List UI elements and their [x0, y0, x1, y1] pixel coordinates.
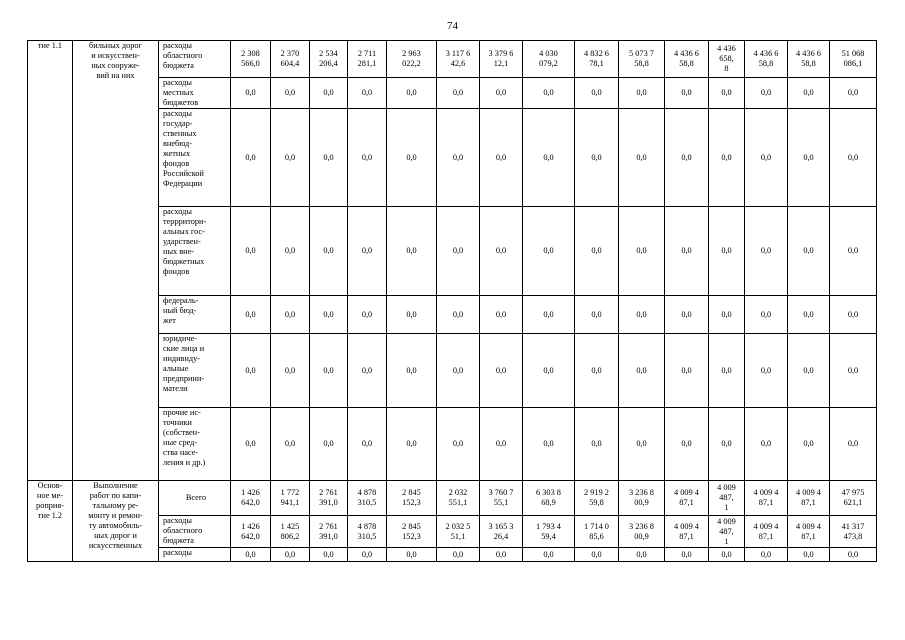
- value-cell: 0,0: [709, 408, 745, 481]
- value-cell: 1 714 0 85,6: [575, 516, 619, 548]
- value-cell: 51 068 086,1: [830, 41, 877, 78]
- value-cell: 3 165 3 26,4: [480, 516, 523, 548]
- value-cell: 0,0: [348, 408, 387, 481]
- value-cell: 0,0: [709, 109, 745, 207]
- value-cell: 0,0: [437, 408, 480, 481]
- value-cell: 0,0: [788, 109, 830, 207]
- value-cell: 0,0: [665, 207, 709, 296]
- value-cell: 0,0: [387, 548, 437, 562]
- value-cell: 47 975 621,1: [830, 481, 877, 516]
- value-cell: 0,0: [437, 548, 480, 562]
- value-cell: 0,0: [523, 334, 575, 408]
- value-cell: 0,0: [348, 548, 387, 562]
- table-row: [28, 481, 877, 516]
- funding-source-cell: прочие ис- точники (собствен- ные сред- ства насе- ления и др.): [159, 408, 231, 481]
- value-cell: 0,0: [788, 78, 830, 109]
- funding-source-cell: расходы местных бюджетов: [159, 78, 231, 109]
- funding-source-cell: расходы: [159, 548, 231, 562]
- value-cell: 4 832 6 78,1: [575, 41, 619, 78]
- value-cell: 0,0: [271, 334, 310, 408]
- funding-source-cell: расходы террритори- альных гос- ударствен- ных вне- бюджетных фондов: [159, 207, 231, 296]
- value-cell: 0,0: [575, 548, 619, 562]
- value-cell: 0,0: [788, 296, 830, 334]
- value-cell: 0,0: [709, 207, 745, 296]
- value-cell: 0,0: [830, 548, 877, 562]
- value-cell: 0,0: [830, 109, 877, 207]
- event-name-cell: бильных дорог и искусствен- ных сооруже- вий на них: [73, 41, 159, 481]
- value-cell: 0,0: [575, 296, 619, 334]
- value-cell: 4 009 487, 1: [709, 481, 745, 516]
- value-cell: 0,0: [437, 78, 480, 109]
- value-cell: 4 436 6 58,8: [788, 41, 830, 78]
- value-cell: 4 009 4 87,1: [665, 516, 709, 548]
- value-cell: 0,0: [523, 109, 575, 207]
- value-cell: 0,0: [575, 78, 619, 109]
- value-cell: 4 009 4 87,1: [665, 481, 709, 516]
- value-cell: 0,0: [830, 408, 877, 481]
- value-cell: 0,0: [745, 334, 788, 408]
- value-cell: 4 436 658, 8: [709, 41, 745, 78]
- value-cell: 0,0: [709, 334, 745, 408]
- value-cell: 0,0: [788, 207, 830, 296]
- value-cell: 3 236 8 00,9: [619, 516, 665, 548]
- value-cell: 4 878 310,5: [348, 481, 387, 516]
- value-cell: 0,0: [665, 78, 709, 109]
- value-cell: 0,0: [619, 548, 665, 562]
- value-cell: 0,0: [619, 296, 665, 334]
- value-cell: 6 303 8 68,9: [523, 481, 575, 516]
- value-cell: 0,0: [437, 207, 480, 296]
- funding-source-cell: расходы областного бюджета: [159, 516, 231, 548]
- value-cell: 0,0: [788, 548, 830, 562]
- funding-source-cell: расходы областного бюджета: [159, 41, 231, 78]
- value-cell: 0,0: [271, 78, 310, 109]
- value-cell: 0,0: [575, 207, 619, 296]
- value-cell: 0,0: [745, 78, 788, 109]
- value-cell: 4 878 310,5: [348, 516, 387, 548]
- value-cell: 0,0: [665, 548, 709, 562]
- funding-source-cell: Всего: [159, 481, 231, 516]
- value-cell: 1 425 806,2: [271, 516, 310, 548]
- value-cell: 1 772 941,1: [271, 481, 310, 516]
- value-cell: 41 317 473,8: [830, 516, 877, 548]
- value-cell: 2 919 2 59,8: [575, 481, 619, 516]
- value-cell: 2 963 022,2: [387, 41, 437, 78]
- funding-source-cell: юридиче- ские лица и индивиду- альные предприни- матели: [159, 334, 231, 408]
- value-cell: 0,0: [788, 408, 830, 481]
- value-cell: 0,0: [575, 334, 619, 408]
- value-cell: 0,0: [619, 207, 665, 296]
- value-cell: 4 436 6 58,8: [665, 41, 709, 78]
- value-cell: 0,0: [348, 78, 387, 109]
- value-cell: 2 534 206,4: [310, 41, 348, 78]
- page-number: 74: [447, 20, 458, 32]
- value-cell: 0,0: [271, 207, 310, 296]
- budget-table: [27, 40, 877, 562]
- value-cell: 0,0: [271, 548, 310, 562]
- value-cell: 4 009 4 87,1: [788, 481, 830, 516]
- value-cell: 0,0: [830, 334, 877, 408]
- value-cell: 0,0: [523, 78, 575, 109]
- value-cell: 0,0: [387, 78, 437, 109]
- value-cell: 4 009 4 87,1: [745, 516, 788, 548]
- value-cell: 0,0: [665, 296, 709, 334]
- value-cell: 0,0: [437, 334, 480, 408]
- value-cell: 2 761 391,0: [310, 516, 348, 548]
- value-cell: 0,0: [709, 78, 745, 109]
- value-cell: 0,0: [437, 109, 480, 207]
- value-cell: 0,0: [387, 296, 437, 334]
- funding-source-cell: расходы государ- ственных внебюд- жетных фондов Российской Федерации: [159, 109, 231, 207]
- value-cell: 0,0: [745, 109, 788, 207]
- value-cell: 0,0: [523, 296, 575, 334]
- value-cell: 1 793 4 59,4: [523, 516, 575, 548]
- value-cell: 0,0: [665, 408, 709, 481]
- value-cell: 0,0: [575, 408, 619, 481]
- value-cell: 0,0: [523, 548, 575, 562]
- value-cell: 0,0: [231, 334, 271, 408]
- value-cell: 0,0: [231, 207, 271, 296]
- value-cell: 3 236 8 00,9: [619, 481, 665, 516]
- stage-cell: Основ- ное ме- роприя- тие 1.2: [28, 481, 73, 562]
- value-cell: 3 760 7 55,1: [480, 481, 523, 516]
- value-cell: 4 009 4 87,1: [788, 516, 830, 548]
- value-cell: 0,0: [480, 334, 523, 408]
- value-cell: 2 761 391,0: [310, 481, 348, 516]
- value-cell: 0,0: [310, 78, 348, 109]
- value-cell: 4 009 487, 1: [709, 516, 745, 548]
- value-cell: 2 032 5 51,1: [437, 516, 480, 548]
- value-cell: 0,0: [348, 296, 387, 334]
- value-cell: 0,0: [310, 334, 348, 408]
- value-cell: 0,0: [575, 109, 619, 207]
- value-cell: 0,0: [745, 408, 788, 481]
- value-cell: 0,0: [745, 207, 788, 296]
- funding-source-cell: федераль- ный бюд- жет: [159, 296, 231, 334]
- value-cell: 0,0: [310, 296, 348, 334]
- value-cell: 0,0: [523, 207, 575, 296]
- value-cell: 0,0: [745, 296, 788, 334]
- value-cell: 2 711 281,1: [348, 41, 387, 78]
- value-cell: 0,0: [387, 207, 437, 296]
- value-cell: 0,0: [619, 78, 665, 109]
- value-cell: 2 032 551,1: [437, 481, 480, 516]
- value-cell: 0,0: [437, 296, 480, 334]
- value-cell: 0,0: [271, 408, 310, 481]
- value-cell: 0,0: [310, 548, 348, 562]
- value-cell: 0,0: [231, 408, 271, 481]
- value-cell: 0,0: [231, 548, 271, 562]
- value-cell: 0,0: [709, 296, 745, 334]
- value-cell: 0,0: [348, 334, 387, 408]
- value-cell: 0,0: [231, 78, 271, 109]
- value-cell: 0,0: [231, 296, 271, 334]
- value-cell: 0,0: [619, 109, 665, 207]
- value-cell: 0,0: [788, 334, 830, 408]
- value-cell: 0,0: [830, 78, 877, 109]
- table-row: [28, 41, 877, 78]
- value-cell: 0,0: [745, 548, 788, 562]
- value-cell: 0,0: [619, 408, 665, 481]
- value-cell: 0,0: [619, 334, 665, 408]
- value-cell: 0,0: [523, 408, 575, 481]
- stage-cell: тие 1.1: [28, 41, 73, 481]
- value-cell: 0,0: [348, 109, 387, 207]
- value-cell: 0,0: [665, 334, 709, 408]
- value-cell: 0,0: [387, 408, 437, 481]
- value-cell: 1 426 642,0: [231, 516, 271, 548]
- value-cell: 2 370 604,4: [271, 41, 310, 78]
- value-cell: 0,0: [310, 109, 348, 207]
- value-cell: 2 845 152,3: [387, 516, 437, 548]
- event-name-cell: Выполнение работ по капи- тальному ре- монту и ремон- ту автомобиль- ных дорог и искусственных: [73, 481, 159, 562]
- value-cell: 2 308 566,0: [231, 41, 271, 78]
- value-cell: 0,0: [480, 109, 523, 207]
- value-cell: 0,0: [830, 207, 877, 296]
- value-cell: 3 379 6 12,1: [480, 41, 523, 78]
- value-cell: 0,0: [348, 207, 387, 296]
- value-cell: 0,0: [231, 109, 271, 207]
- value-cell: 0,0: [480, 207, 523, 296]
- value-cell: 3 117 6 42,6: [437, 41, 480, 78]
- value-cell: 4 030 079,2: [523, 41, 575, 78]
- value-cell: 0,0: [310, 207, 348, 296]
- value-cell: 0,0: [480, 296, 523, 334]
- value-cell: 0,0: [387, 334, 437, 408]
- value-cell: 0,0: [271, 109, 310, 207]
- value-cell: 1 426 642,0: [231, 481, 271, 516]
- value-cell: 0,0: [480, 548, 523, 562]
- value-cell: 0,0: [480, 408, 523, 481]
- value-cell: 4 436 6 58,8: [745, 41, 788, 78]
- value-cell: 2 845 152,3: [387, 481, 437, 516]
- value-cell: 0,0: [271, 296, 310, 334]
- value-cell: 5 073 7 58,8: [619, 41, 665, 78]
- value-cell: 0,0: [310, 408, 348, 481]
- value-cell: 0,0: [665, 109, 709, 207]
- value-cell: 0,0: [480, 78, 523, 109]
- value-cell: 4 009 4 87,1: [745, 481, 788, 516]
- value-cell: 0,0: [830, 296, 877, 334]
- value-cell: 0,0: [387, 109, 437, 207]
- value-cell: 0,0: [709, 548, 745, 562]
